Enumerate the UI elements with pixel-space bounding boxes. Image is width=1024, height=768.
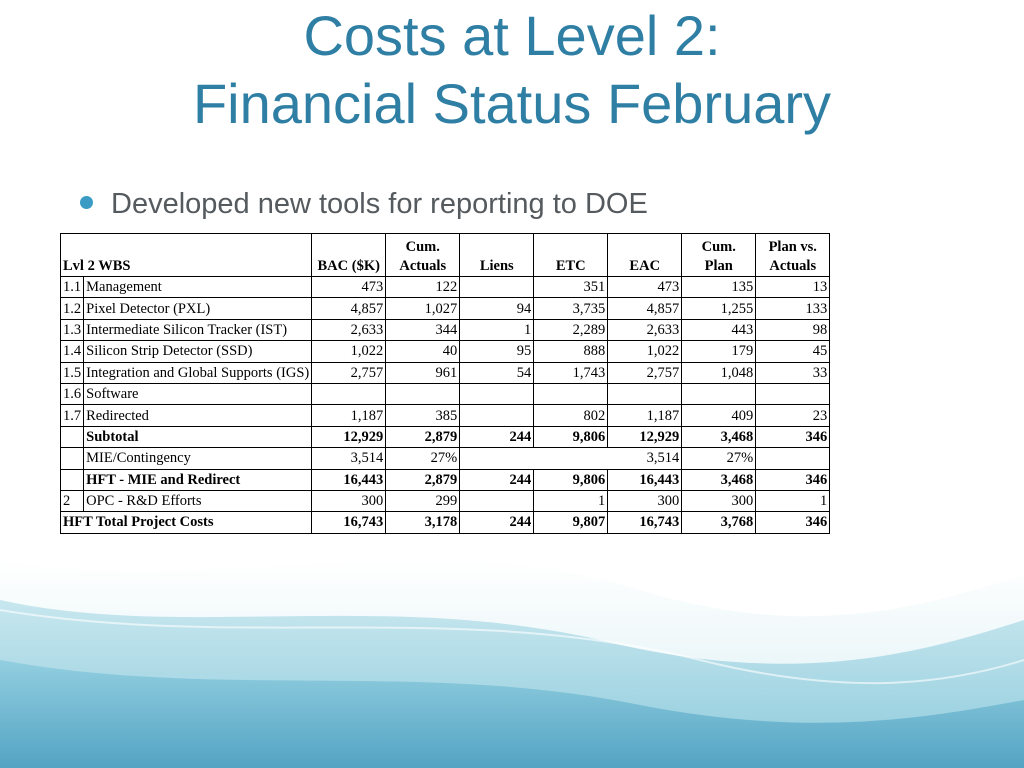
cell-bac: 16,443 bbox=[312, 469, 386, 490]
row-id: 1.4 bbox=[61, 341, 84, 362]
cell-etc bbox=[534, 383, 608, 404]
cell-cum-plan: 1,255 bbox=[682, 298, 756, 319]
cell-cum-actuals: 961 bbox=[386, 362, 460, 383]
row-name: HFT - MIE and Redirect bbox=[84, 469, 312, 490]
row-name: Integration and Global Supports (IGS) bbox=[84, 362, 312, 383]
table-row bbox=[61, 319, 830, 340]
header-cum-actuals-line1: Cum. bbox=[405, 239, 440, 255]
row-id: 1.6 bbox=[61, 383, 84, 404]
cell-eac bbox=[608, 383, 682, 404]
cell-liens: 95 bbox=[460, 341, 534, 362]
cell-cum-actuals: 27% bbox=[386, 448, 460, 469]
slide-title bbox=[0, 2, 1024, 138]
cell-plan-vs-actuals bbox=[756, 448, 830, 469]
table-header-row bbox=[61, 234, 830, 277]
cell-plan-vs-actuals: 346 bbox=[756, 426, 830, 447]
row-id: 1.7 bbox=[61, 405, 84, 426]
cell-liens: 54 bbox=[460, 362, 534, 383]
row-name: Software bbox=[84, 383, 312, 404]
cell-cum-plan: 135 bbox=[682, 277, 756, 298]
cell-cum-plan bbox=[682, 383, 756, 404]
cell-plan-vs-actuals: 346 bbox=[756, 512, 830, 533]
bullet-dot-icon bbox=[80, 196, 93, 209]
cell-cum-actuals: 344 bbox=[386, 319, 460, 340]
bullet-text: Developed new tools for reporting to DOE bbox=[111, 188, 648, 220]
cell-bac: 1,187 bbox=[312, 405, 386, 426]
cell-liens: 94 bbox=[460, 298, 534, 319]
mie-contingency-row bbox=[61, 448, 830, 469]
cell-etc: 9,806 bbox=[534, 426, 608, 447]
header-plan-vs-actuals bbox=[756, 234, 830, 277]
cell-eac: 3,514 bbox=[608, 448, 682, 469]
header-cum-plan-line2: Plan bbox=[704, 258, 733, 274]
cell-liens bbox=[460, 383, 534, 404]
cell-eac: 1,022 bbox=[608, 341, 682, 362]
cell-cum-actuals: 40 bbox=[386, 341, 460, 362]
table-row bbox=[61, 405, 830, 426]
row-id: 1.5 bbox=[61, 362, 84, 383]
cell-eac: 473 bbox=[608, 277, 682, 298]
row-id bbox=[61, 426, 84, 447]
header-cum-actuals bbox=[386, 234, 460, 277]
cell-plan-vs-actuals: 13 bbox=[756, 277, 830, 298]
row-id: 1.2 bbox=[61, 298, 84, 319]
cell-cum-actuals: 2,879 bbox=[386, 426, 460, 447]
row-name: OPC - R&D Efforts bbox=[84, 490, 312, 511]
header-eac: EAC bbox=[608, 234, 682, 277]
cell-eac: 2,633 bbox=[608, 319, 682, 340]
cell-bac: 3,514 bbox=[312, 448, 386, 469]
cell-eac: 16,743 bbox=[608, 512, 682, 533]
row-id bbox=[61, 448, 84, 469]
cell-plan-vs-actuals: 133 bbox=[756, 298, 830, 319]
cell-eac: 12,929 bbox=[608, 426, 682, 447]
cell-eac: 300 bbox=[608, 490, 682, 511]
cell-plan-vs-actuals: 98 bbox=[756, 319, 830, 340]
cell-bac bbox=[312, 383, 386, 404]
table-row bbox=[61, 362, 830, 383]
hft-mie-redirect-row bbox=[61, 469, 830, 490]
title-line-2: Financial Status February bbox=[192, 72, 832, 135]
row-name: MIE/Contingency bbox=[84, 448, 312, 469]
cell-cum-plan: 3,768 bbox=[682, 512, 756, 533]
cell-cum-actuals: 122 bbox=[386, 277, 460, 298]
cell-cum-plan: 300 bbox=[682, 490, 756, 511]
cell-bac: 2,757 bbox=[312, 362, 386, 383]
row-name: Intermediate Silicon Tracker (IST) bbox=[84, 319, 312, 340]
cell-cum-plan: 27% bbox=[682, 448, 756, 469]
cell-empty bbox=[460, 448, 608, 469]
title-line-1: Costs at Level 2: bbox=[303, 4, 721, 67]
cell-plan-vs-actuals: 346 bbox=[756, 469, 830, 490]
cell-etc: 1 bbox=[534, 490, 608, 511]
cell-cum-actuals: 299 bbox=[386, 490, 460, 511]
cell-eac: 1,187 bbox=[608, 405, 682, 426]
cell-etc: 351 bbox=[534, 277, 608, 298]
cell-cum-plan: 3,468 bbox=[682, 426, 756, 447]
table-row bbox=[61, 383, 830, 404]
row-name: Silicon Strip Detector (SSD) bbox=[84, 341, 312, 362]
row-id: 1.3 bbox=[61, 319, 84, 340]
cell-liens bbox=[460, 405, 534, 426]
row-name: Subtotal bbox=[84, 426, 312, 447]
header-liens: Liens bbox=[460, 234, 534, 277]
cell-etc: 1,743 bbox=[534, 362, 608, 383]
cell-plan-vs-actuals: 1 bbox=[756, 490, 830, 511]
table-row bbox=[61, 277, 830, 298]
cell-plan-vs-actuals bbox=[756, 383, 830, 404]
cell-bac: 4,857 bbox=[312, 298, 386, 319]
row-id bbox=[61, 469, 84, 490]
cell-liens: 244 bbox=[460, 426, 534, 447]
cell-plan-vs-actuals: 23 bbox=[756, 405, 830, 426]
cell-eac: 4,857 bbox=[608, 298, 682, 319]
header-pva-line2: Actuals bbox=[769, 258, 817, 274]
row-name: Redirected bbox=[84, 405, 312, 426]
total-row bbox=[61, 512, 830, 533]
cell-bac: 12,929 bbox=[312, 426, 386, 447]
cell-cum-plan: 179 bbox=[682, 341, 756, 362]
cell-cum-plan: 443 bbox=[682, 319, 756, 340]
header-bac: BAC ($K) bbox=[312, 234, 386, 277]
cell-liens: 244 bbox=[460, 469, 534, 490]
cell-cum-actuals: 2,879 bbox=[386, 469, 460, 490]
cell-bac: 1,022 bbox=[312, 341, 386, 362]
header-wbs: Lvl 2 WBS bbox=[61, 234, 312, 277]
cell-liens: 244 bbox=[460, 512, 534, 533]
cell-cum-plan: 1,048 bbox=[682, 362, 756, 383]
cell-etc: 3,735 bbox=[534, 298, 608, 319]
header-etc: ETC bbox=[534, 234, 608, 277]
cell-etc: 9,807 bbox=[534, 512, 608, 533]
cell-bac: 473 bbox=[312, 277, 386, 298]
cell-plan-vs-actuals: 33 bbox=[756, 362, 830, 383]
table-row bbox=[61, 298, 830, 319]
cell-cum-actuals: 1,027 bbox=[386, 298, 460, 319]
opc-row bbox=[61, 490, 830, 511]
subtotal-row bbox=[61, 426, 830, 447]
financial-status-table bbox=[60, 233, 830, 534]
bullet-item bbox=[80, 188, 648, 221]
cell-eac: 2,757 bbox=[608, 362, 682, 383]
header-cum-actuals-line2: Actuals bbox=[399, 258, 447, 274]
cell-eac: 16,443 bbox=[608, 469, 682, 490]
cell-liens bbox=[460, 277, 534, 298]
cell-plan-vs-actuals: 45 bbox=[756, 341, 830, 362]
row-id: 1.1 bbox=[61, 277, 84, 298]
table-row bbox=[61, 341, 830, 362]
cell-etc: 2,289 bbox=[534, 319, 608, 340]
cell-liens bbox=[460, 490, 534, 511]
row-name: HFT Total Project Costs bbox=[61, 512, 312, 533]
row-id: 2 bbox=[61, 490, 84, 511]
cell-cum-plan: 409 bbox=[682, 405, 756, 426]
row-name: Pixel Detector (PXL) bbox=[84, 298, 312, 319]
cell-bac: 16,743 bbox=[312, 512, 386, 533]
cell-bac: 2,633 bbox=[312, 319, 386, 340]
header-pva-line1: Plan vs. bbox=[768, 239, 817, 255]
header-cum-plan bbox=[682, 234, 756, 277]
cell-etc: 802 bbox=[534, 405, 608, 426]
cell-bac: 300 bbox=[312, 490, 386, 511]
cell-cum-actuals: 3,178 bbox=[386, 512, 460, 533]
row-name: Management bbox=[84, 277, 312, 298]
header-cum-plan-line1: Cum. bbox=[701, 239, 736, 255]
cell-cum-actuals: 385 bbox=[386, 405, 460, 426]
cell-etc: 888 bbox=[534, 341, 608, 362]
cell-cum-plan: 3,468 bbox=[682, 469, 756, 490]
cell-liens: 1 bbox=[460, 319, 534, 340]
cell-cum-actuals bbox=[386, 383, 460, 404]
cell-etc: 9,806 bbox=[534, 469, 608, 490]
